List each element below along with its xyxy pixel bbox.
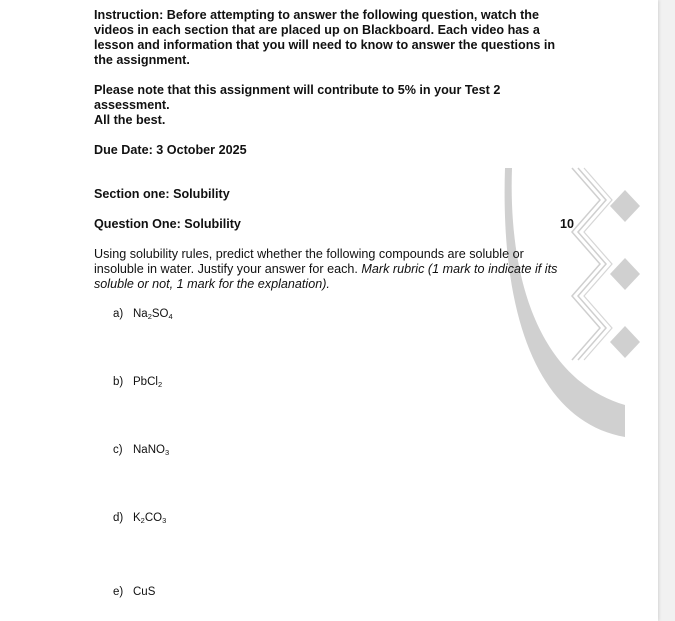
compound-item-e [113, 585, 155, 599]
mark-rubric-text: Mark rubric (1 mark to indicate if its soluble or not, 1 mark for the explanation). [94, 262, 558, 291]
compound-item-b [113, 375, 162, 392]
decorative-curve-band [505, 168, 625, 437]
compound-item-c [113, 443, 169, 460]
closing-text: All the best. [94, 113, 166, 127]
question-prompt [94, 247, 576, 292]
compound-label: e) [113, 586, 124, 598]
assessment-note [94, 83, 534, 128]
compound-label: d) [113, 512, 124, 524]
compound-formula: $Na_2SO_4$ [133, 308, 173, 321]
decorative-zigzag-line [572, 168, 600, 360]
compound-label: b) [113, 376, 124, 388]
section-title: Section one: Solubility [94, 187, 230, 201]
prompt-text: Using solubility rules, predict whether the following compounds are soluble or insoluble in water. Justify your answer for each. [94, 247, 524, 276]
compound-label: c) [113, 444, 123, 456]
compound-formula: PbCl$_2$ [133, 376, 163, 389]
due-date: Due Date: 3 October 2025 [94, 143, 247, 157]
question-marks: 10 [560, 217, 575, 231]
compound-formula: NaNO$_3$ [133, 444, 170, 457]
decorative-diamond [610, 326, 640, 358]
decorative-border-graphic [500, 160, 658, 450]
assessment-note-text: Please note that this assignment will contribute to 5% in your Test 2 assessment. [94, 83, 501, 112]
compound-formula: CuS [133, 586, 156, 598]
decorative-diamond [610, 258, 640, 290]
instruction-paragraph: Instruction: Before attempting to answer the following question, watch the videos in each section that are placed up on Blackboard. Each video has a lesson and information that you will need to know to answer the questions in the assignment. [94, 8, 556, 67]
decorative-zigzag-line-2 [578, 168, 606, 360]
compound-label: a) [113, 308, 124, 320]
question-title: Question One: Solubility [94, 217, 241, 231]
compound-item-a [113, 307, 173, 324]
compound-formula: $K_2CO_3$ [133, 512, 167, 525]
decorative-diamond [610, 190, 640, 222]
compound-item-d [113, 511, 166, 528]
